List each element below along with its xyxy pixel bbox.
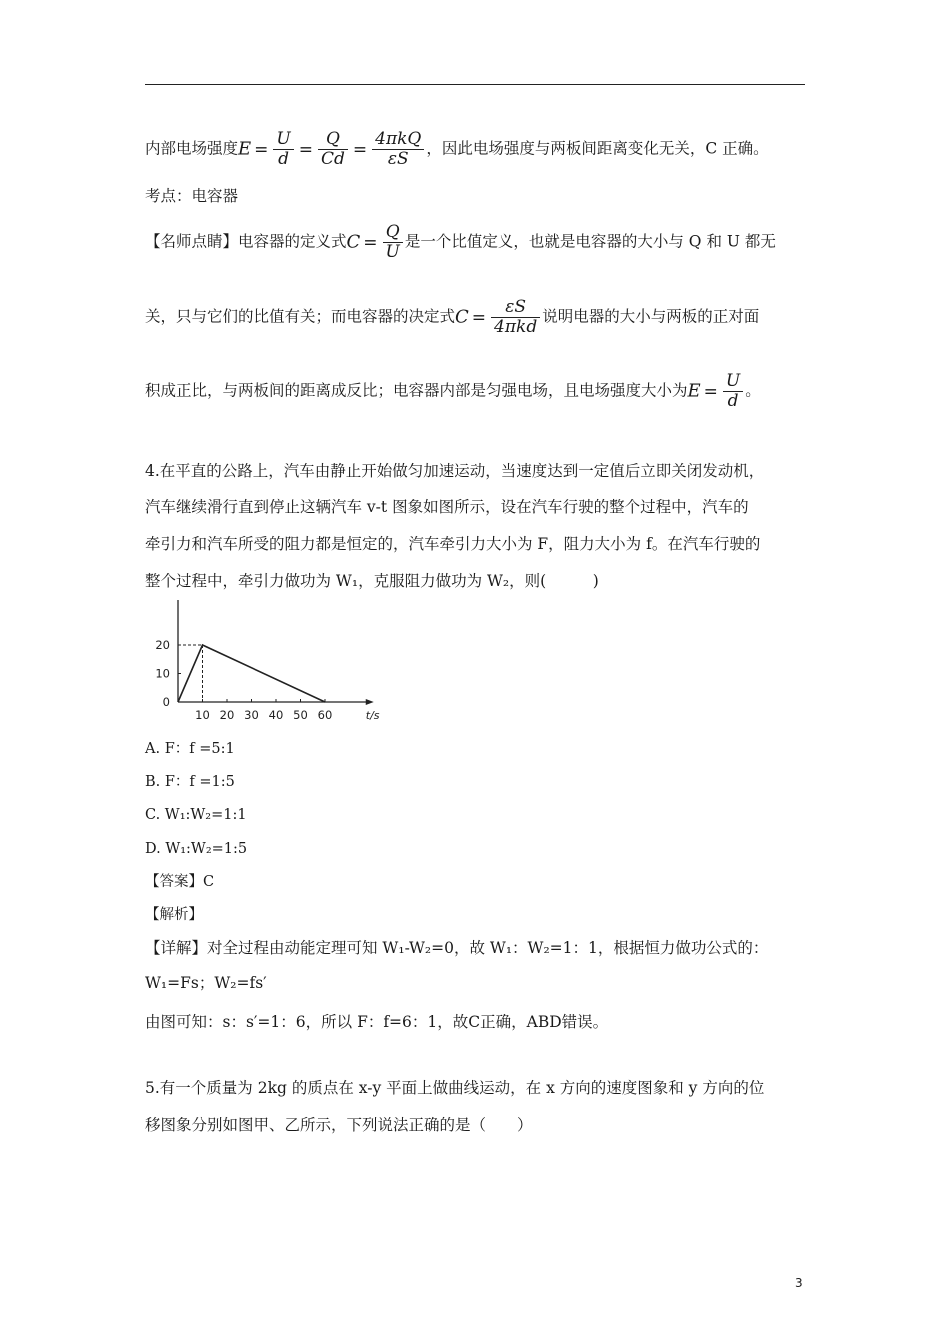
formula-c: C — [346, 231, 361, 253]
e-field-line: 内部电场强度E = $\frac{U}{d}$ = $\frac{Q}{Cd}$ = $\frac{\text{4πkQ}}{\varepsilon S}$ ，因此电场强度与两板间距离变化无关，C 正确。 — [145, 129, 769, 169]
mingshi-line2: 关，只与它们的比值有关；而电容器的决定式C = $\frac{\varepsilon S}{\text{4πkd}}$ 说明电器的大小与两板的正对面 — [145, 297, 760, 337]
detail-line2: W₁=Fs；W₂=fs′ — [145, 974, 267, 992]
x-tick-label: 20 — [219, 708, 235, 722]
e-field-prefix: 内部电场强度 — [145, 139, 239, 158]
mingshi-e: 积成正比，与两板间的距离成反比；电容器内部是匀强电场，且电场强度大小为 — [145, 381, 688, 400]
q4-line3: 牵引力和汽车所受的阻力都是恒定的，汽车牵引力大小为 F，阻力大小为 f。在汽车行驶的 — [145, 535, 761, 553]
q4-line2: 汽车继续滑行直到停止这辆汽车 v-t 图象如图所示，设在汽车行驶的整个过程中，汽车的 — [145, 498, 749, 516]
option-b: B. F：f =1:5 — [145, 774, 235, 790]
q5-line1: 5.有一个质量为 2kg 的质点在 x-y 平面上做曲线运动，在 x 方向的速度图象和 y 方向的位 — [145, 1079, 765, 1097]
y-tick-label: 20 — [155, 638, 170, 652]
x-tick-label: 60 — [317, 708, 333, 722]
mingshi-line3: 积成正比，与两板间的距离成反比；电容器内部是匀强电场，且电场强度大小为E = $\frac{U}{d}$ 。 — [145, 371, 761, 411]
frac-es-4pikd: $\frac{\varepsilon S}{\text{4πkd}}$ — [491, 298, 540, 337]
y-tick-label: 0 — [162, 695, 170, 709]
kaodian: 考点：电容器 — [145, 187, 239, 205]
y-tick-label: 10 — [155, 666, 170, 681]
frac-q-u: $\frac{Q}{U}$ — [383, 223, 403, 262]
formula-e: E — [238, 138, 252, 160]
mingshi-a: 【名师点睛】电容器的定义式 — [145, 232, 347, 251]
x-tick-label: 10 — [195, 708, 210, 722]
vt-chart — [150, 600, 390, 725]
x-tick-label: 40 — [268, 708, 284, 722]
formula-e2: E — [687, 380, 701, 402]
frac-4pikq-es: $\frac{\text{4πkQ}}{\varepsilon S}$ — [372, 130, 424, 169]
x-axis-label: t/s — [365, 709, 380, 722]
page-number: 3 — [795, 1276, 803, 1290]
mingshi-line1: 【名师点睛】电容器的定义式C = $\frac{Q}{U}$ 是一个比值定义，也就是电容器的大小与 Q 和 U 都无 — [145, 222, 776, 262]
x-tick-label: 30 — [244, 708, 259, 722]
q5-line2: 移图象分别如图甲、乙所示，下列说法正确的是（ ） — [145, 1116, 533, 1134]
x-tick-label: 50 — [293, 708, 308, 722]
detail-line1: 【详解】对全过程由动能定理可知 W₁-W₂=0，故 W₁：W₂=1：1，根据恒力做功公式的： — [145, 939, 769, 957]
option-c: C. W₁:W₂=1:1 — [145, 807, 247, 823]
formula-c2: C — [455, 306, 469, 328]
mingshi-c: 关，只与它们的比值有关；而电容器的决定式 — [145, 307, 456, 326]
mingshi-end: 。 — [745, 381, 761, 400]
x-axis-arrow — [366, 699, 374, 705]
answer: 【答案】C — [145, 874, 215, 890]
frac-u-d2: $\frac{U}{d}$ — [723, 372, 743, 411]
frac-q-cd: $\frac{Q}{Cd}$ — [318, 130, 348, 169]
frac-u-d: $\frac{U}{d}$ — [273, 130, 293, 169]
series-line-vt — [178, 645, 325, 702]
jiexi: 【解析】 — [145, 907, 203, 923]
e-field-suffix: ，因此电场强度与两板间距离变化无关，C 正确。 — [426, 139, 769, 158]
q4-line1: 4.在平直的公路上，汽车由静止开始做匀加速运动，当速度达到一定值后立即关闭发动机， — [145, 462, 765, 480]
mingshi-d: 说明电器的大小与两板的正对面 — [542, 307, 760, 326]
header-rule — [145, 84, 805, 85]
mingshi-b: 是一个比值定义，也就是电容器的大小与 Q 和 U 都无 — [404, 232, 776, 251]
option-a: A. F：f =5:1 — [145, 741, 235, 757]
q4-line4: 整个过程中，牵引力做功为 W₁，克服阻力做功为 W₂，则( ) — [145, 572, 599, 590]
detail-line3: 由图可知：s：s′=1：6，所以 F：f=6：1，故C正确，ABD错误。 — [145, 1013, 609, 1031]
option-d: D. W₁:W₂=1:5 — [145, 841, 248, 857]
